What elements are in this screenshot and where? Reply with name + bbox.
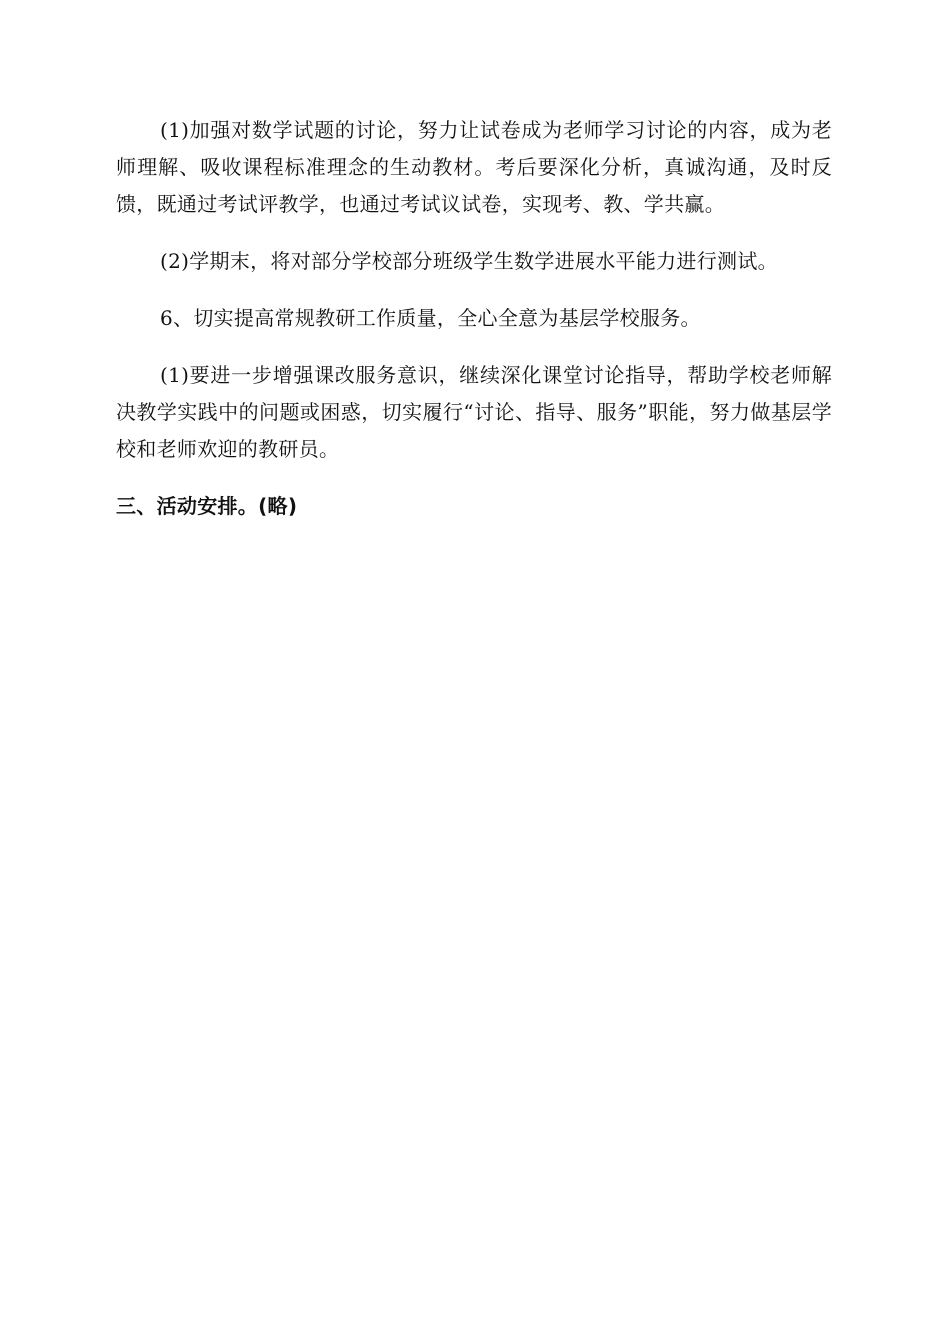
paragraph-teaching-research-quality: 6、切实提高常规教研工作质量，全心全意为基层学校服务。 <box>160 306 701 330</box>
paragraph-service-awareness: (1)要进一步增强课改服务意识，继续深化课堂讨论指导，帮助学校老师解决教学实践中的问题或困惑，切实履行“讨论、指导、服务”职能，努力做基层学校和老师欢迎的教研员。 <box>116 363 832 461</box>
paragraph-exam-discussion: (1)加强对数学试题的讨论，努力让试卷成为老师学习讨论的内容，成为老师理解、吸收课程标准理念的生动教材。考后要深化分析，真诚沟通，及时反馈，既通过考试评教学，也通过考试议试卷，实现考、教、学共赢。 <box>116 118 832 216</box>
paragraph-semester-test: (2)学期末，将对部分学校部分班级学生数学进展水平能力进行测试。 <box>160 249 778 273</box>
section-heading-activities: 三、活动安排。(略) <box>116 494 298 518</box>
document-body <box>116 112 832 525</box>
